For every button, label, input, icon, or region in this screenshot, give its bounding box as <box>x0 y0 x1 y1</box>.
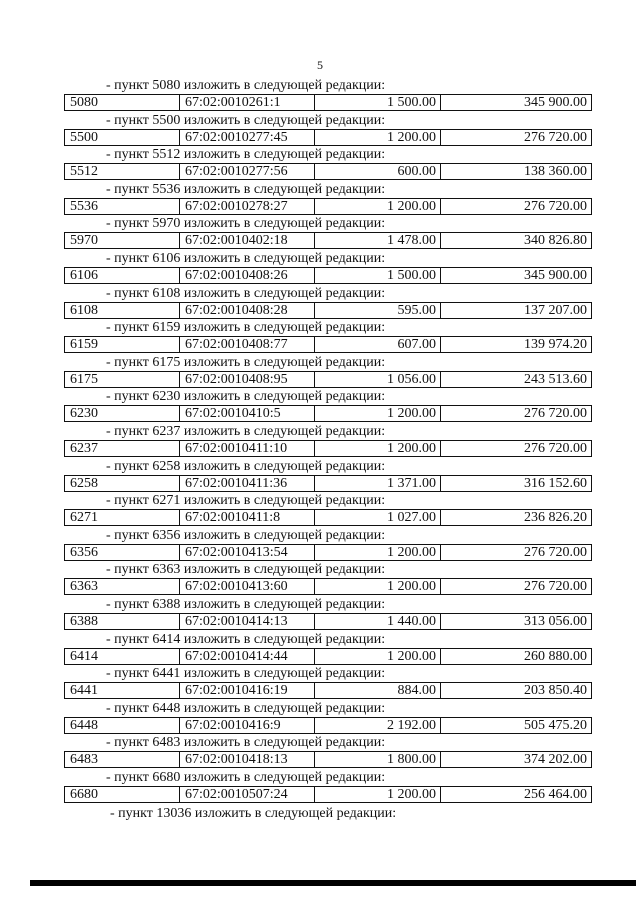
amendment-entry <box>0 562 640 597</box>
amendment-entry <box>0 735 640 770</box>
amendment-heading: - пункт 5500 изложить в следующей редакции: <box>106 112 386 128</box>
table-row <box>64 578 592 595</box>
area-cell: 1 500.00 <box>315 268 441 283</box>
amendment-heading: - пункт 6271 изложить в следующей редакции: <box>106 493 386 509</box>
table-row <box>64 682 592 699</box>
cadastral-number-cell: 67:02:0010414:13 <box>180 614 315 629</box>
cost-cell: 138 360.00 <box>524 164 587 180</box>
table-row <box>64 129 592 146</box>
item-number-cell: 6414 <box>65 649 180 664</box>
cost-cell: 316 152.60 <box>524 475 587 491</box>
amendment-heading: - пункт 6356 изложить в следующей редакции: <box>106 527 386 543</box>
amendment-entry <box>0 320 640 355</box>
amendment-entry <box>0 701 640 736</box>
item-number-cell: 5080 <box>65 95 180 110</box>
area-cell: 1 200.00 <box>315 545 441 560</box>
item-number-cell: 6448 <box>65 718 180 733</box>
cadastral-number-cell: 67:02:0010411:36 <box>180 476 315 491</box>
item-number-cell: 6159 <box>65 337 180 352</box>
item-number-cell: 6237 <box>65 441 180 456</box>
area-cell: 600.00 <box>315 164 441 179</box>
table-row <box>64 440 592 457</box>
amendment-heading: - пункт 6441 изложить в следующей редакции: <box>106 666 386 682</box>
table-row <box>64 371 592 388</box>
cadastral-number-cell: 67:02:0010402:18 <box>180 233 315 248</box>
footer-rule <box>30 880 636 886</box>
cadastral-number-cell: 67:02:0010278:27 <box>180 199 315 214</box>
table-row <box>64 613 592 630</box>
cadastral-number-cell: 67:02:0010416:9 <box>180 718 315 733</box>
amendment-heading: - пункт 5536 изложить в следующей редакции: <box>106 181 386 197</box>
cadastral-number-cell: 67:02:0010411:8 <box>180 510 315 525</box>
item-number-cell: 6258 <box>65 476 180 491</box>
cadastral-number-cell: 67:02:0010277:45 <box>180 130 315 145</box>
cost-cell: 276 720.00 <box>524 544 587 560</box>
table-row <box>64 544 592 561</box>
table-row <box>64 267 592 284</box>
item-number-cell: 6483 <box>65 752 180 767</box>
area-cell: 595.00 <box>315 303 441 318</box>
page-number: 5 <box>317 58 323 72</box>
area-cell: 1 478.00 <box>315 233 441 248</box>
area-cell: 1 371.00 <box>315 476 441 491</box>
table-row <box>64 94 592 111</box>
item-number-cell: 6388 <box>65 614 180 629</box>
item-number-cell: 6356 <box>65 545 180 560</box>
amendment-heading: - пункт 6258 изложить в следующей редакции: <box>106 458 386 474</box>
cost-cell: 345 900.00 <box>524 267 587 283</box>
amendment-heading: - пункт 6414 изложить в следующей редакции: <box>106 631 386 647</box>
amendment-entry <box>0 182 640 217</box>
amendment-entry <box>0 355 640 390</box>
amendment-heading: - пункт 5970 изложить в следующей редакции: <box>106 216 386 232</box>
cost-cell: 313 056.00 <box>524 613 587 629</box>
amendment-entry <box>0 597 640 632</box>
table-row <box>64 198 592 215</box>
area-cell: 1 500.00 <box>315 95 441 110</box>
cadastral-number-cell: 67:02:0010408:26 <box>180 268 315 283</box>
amendment-heading: - пункт 6237 изложить в следующей редакции: <box>106 423 386 439</box>
amendment-heading: - пункт 5080 изложить в следующей редакции: <box>106 78 386 93</box>
cadastral-number-cell: 67:02:0010411:10 <box>180 441 315 456</box>
amendment-heading: - пункт 6230 изложить в следующей редакции: <box>106 389 386 405</box>
area-cell: 1 200.00 <box>315 441 441 456</box>
area-cell: 1 200.00 <box>315 199 441 214</box>
table-row <box>64 475 592 492</box>
amendment-entry <box>0 216 640 251</box>
cost-cell: 260 880.00 <box>524 648 587 664</box>
item-number-cell: 6230 <box>65 406 180 421</box>
amendment-heading-final: - пункт 13036 изложить в следующей редакции: <box>110 806 397 821</box>
amendment-entry <box>0 424 640 459</box>
cadastral-number-cell: 67:02:0010261:1 <box>180 95 315 110</box>
area-cell: 1 200.00 <box>315 130 441 145</box>
table-row <box>64 232 592 249</box>
amendment-heading: - пункт 6175 изложить в следующей редакции: <box>106 354 386 370</box>
cadastral-number-cell: 67:02:0010418:13 <box>180 752 315 767</box>
amendment-heading: - пункт 6108 изложить в следующей редакции: <box>106 285 386 301</box>
amendment-entry <box>0 389 640 424</box>
table-row <box>64 163 592 180</box>
cost-cell: 276 720.00 <box>524 579 587 595</box>
cost-cell: 276 720.00 <box>524 129 587 145</box>
table-row <box>64 648 592 665</box>
table-row <box>64 717 592 734</box>
cost-cell: 236 826.20 <box>524 510 587 526</box>
cadastral-number-cell: 67:02:0010416:19 <box>180 683 315 698</box>
cost-cell: 505 475.20 <box>524 717 587 733</box>
item-number-cell: 5500 <box>65 130 180 145</box>
cadastral-number-cell: 67:02:0010408:77 <box>180 337 315 352</box>
table-row <box>64 336 592 353</box>
amendment-heading: - пункт 6106 изложить в следующей редакции: <box>106 250 386 266</box>
table-row <box>64 302 592 319</box>
cadastral-number-cell: 67:02:0010414:44 <box>180 649 315 664</box>
cadastral-number-cell: 67:02:0010277:56 <box>180 164 315 179</box>
item-number-cell: 6363 <box>65 579 180 594</box>
area-cell: 1 200.00 <box>315 787 441 802</box>
area-cell: 1 056.00 <box>315 372 441 387</box>
table-row <box>64 751 592 768</box>
item-number-cell: 6441 <box>65 683 180 698</box>
table-row <box>64 509 592 526</box>
area-cell: 1 440.00 <box>315 614 441 629</box>
cost-cell: 139 974.20 <box>524 337 587 353</box>
amendment-entry <box>0 459 640 494</box>
item-number-cell: 6271 <box>65 510 180 525</box>
area-cell: 1 200.00 <box>315 579 441 594</box>
cadastral-number-cell: 67:02:0010408:28 <box>180 303 315 318</box>
item-number-cell: 6108 <box>65 303 180 318</box>
table-row <box>64 786 592 803</box>
amendment-heading: - пункт 6363 изложить в следующей редакции: <box>106 562 386 578</box>
cadastral-number-cell: 67:02:0010413:60 <box>180 579 315 594</box>
amendment-entry <box>0 147 640 182</box>
area-cell: 1 200.00 <box>315 406 441 421</box>
cadastral-number-cell: 67:02:0010410:5 <box>180 406 315 421</box>
amendment-entry <box>0 286 640 321</box>
item-number-cell: 6175 <box>65 372 180 387</box>
amendment-entry <box>0 493 640 528</box>
amendment-list <box>0 78 640 804</box>
cadastral-number-cell: 67:02:0010413:54 <box>180 545 315 560</box>
cost-cell: 276 720.00 <box>524 198 587 214</box>
area-cell: 2 192.00 <box>315 718 441 733</box>
item-number-cell: 5970 <box>65 233 180 248</box>
cost-cell: 374 202.00 <box>524 752 587 768</box>
item-number-cell: 6680 <box>65 787 180 802</box>
cost-cell: 203 850.40 <box>524 683 587 699</box>
amendment-heading: - пункт 5512 изложить в следующей редакции: <box>106 147 386 163</box>
cost-cell: 243 513.60 <box>524 371 587 387</box>
area-cell: 1 800.00 <box>315 752 441 767</box>
amendment-entry <box>0 770 640 805</box>
cost-cell: 256 464.00 <box>524 786 587 802</box>
amendment-heading: - пункт 6448 изложить в следующей редакции: <box>106 700 386 716</box>
amendment-heading: - пункт 6680 изложить в следующей редакции: <box>106 769 386 785</box>
item-number-cell: 5536 <box>65 199 180 214</box>
amendment-entry <box>0 78 640 113</box>
area-cell: 1 027.00 <box>315 510 441 525</box>
amendment-heading: - пункт 6388 изложить в следующей редакции: <box>106 596 386 612</box>
amendment-entry <box>0 113 640 148</box>
cost-cell: 276 720.00 <box>524 440 587 456</box>
area-cell: 884.00 <box>315 683 441 698</box>
amendment-heading: - пункт 6483 изложить в следующей редакции: <box>106 735 386 751</box>
cadastral-number-cell: 67:02:0010507:24 <box>180 787 315 802</box>
cost-cell: 137 207.00 <box>524 302 587 318</box>
area-cell: 1 200.00 <box>315 649 441 664</box>
area-cell: 607.00 <box>315 337 441 352</box>
cadastral-number-cell: 67:02:0010408:95 <box>180 372 315 387</box>
amendment-entry <box>0 528 640 563</box>
cost-cell: 340 826.80 <box>524 233 587 249</box>
amendment-heading: - пункт 6159 изложить в следующей редакции: <box>106 320 386 336</box>
table-row <box>64 405 592 422</box>
item-number-cell: 6106 <box>65 268 180 283</box>
amendment-entry <box>0 632 640 667</box>
item-number-cell: 5512 <box>65 164 180 179</box>
amendment-entry <box>0 666 640 701</box>
cost-cell: 276 720.00 <box>524 406 587 422</box>
amendment-entry <box>0 251 640 286</box>
cost-cell: 345 900.00 <box>524 95 587 110</box>
